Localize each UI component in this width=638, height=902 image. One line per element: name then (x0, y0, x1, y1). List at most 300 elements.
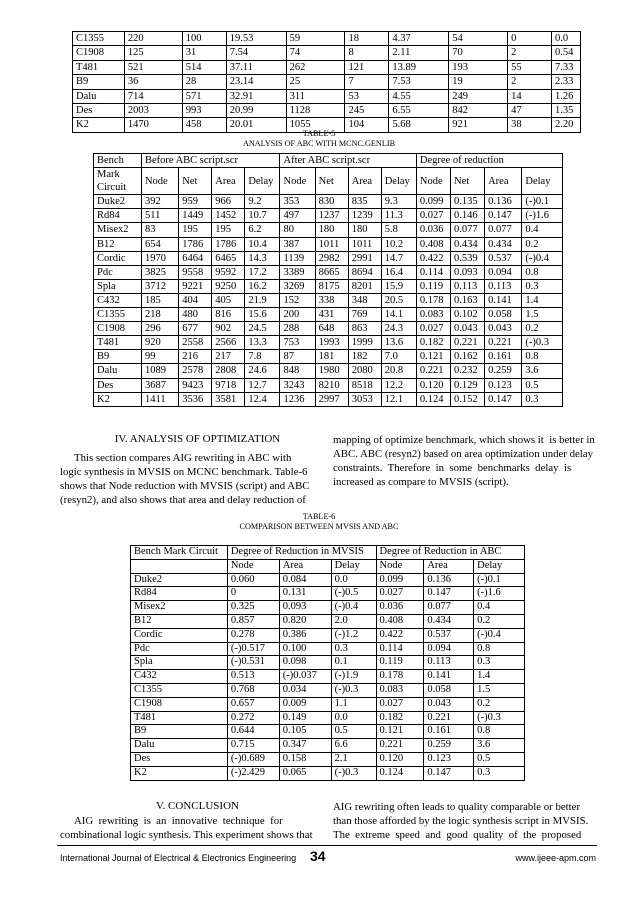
table-cell: 405 (212, 293, 245, 307)
table-cell: 216 (179, 350, 212, 364)
column-header: Area (348, 168, 381, 195)
table-cell: 0.434 (485, 237, 522, 251)
table-cell: 0 (508, 32, 552, 46)
table-cell: 842 (449, 104, 508, 118)
table-cell: 1.35 (551, 104, 580, 118)
table-row (131, 670, 525, 684)
text-line: shows that Node reduction with MVSIS (script) and ABC (60, 480, 310, 492)
table-cell: 0.221 (424, 711, 474, 725)
table-cell: 0.2 (522, 322, 563, 336)
table-cell: 8694 (348, 265, 381, 279)
table-cell: 311 (286, 89, 345, 103)
table-row (94, 364, 563, 378)
row-label: T481 (73, 60, 125, 74)
table-cell: 714 (124, 89, 182, 103)
table-cell: 6.55 (389, 104, 449, 118)
table-cell: 2.33 (551, 75, 580, 89)
table-cell: 0.093 (450, 265, 484, 279)
text-line: mapping of optimize benchmark, which shows it is better in (333, 434, 595, 446)
table-cell: 0.058 (424, 683, 474, 697)
table-cell: 959 (179, 195, 212, 209)
table-cell: 0.259 (485, 364, 522, 378)
table-row (131, 766, 525, 780)
table-cell: (-)0.3 (331, 766, 376, 780)
table-row (94, 237, 563, 251)
table-cell: 8518 (348, 378, 381, 392)
table-row (131, 642, 525, 656)
table-cell: (-)0.517 (227, 642, 279, 656)
table-cell: 55 (508, 60, 552, 74)
text-line: AIG rewriting often leads to quality comparable or better (333, 801, 581, 813)
table-cell: 1.1 (331, 697, 376, 711)
table-row (131, 725, 525, 739)
bench-mark-circuit-header: Bench Mark Circuit (131, 546, 228, 560)
table-cell: 0.347 (279, 739, 331, 753)
table-cell: 0.272 (227, 711, 279, 725)
table-cell: 387 (280, 237, 315, 251)
table-cell: (-)0.4 (474, 628, 525, 642)
table-row (94, 223, 563, 237)
table-row (131, 573, 525, 587)
table-cell: 0.161 (485, 350, 522, 364)
table-cell: 1237 (315, 209, 348, 223)
table-cell: 8201 (348, 279, 381, 293)
table-cell: 99 (141, 350, 178, 364)
table-cell: 0.124 (416, 392, 450, 406)
row-label: Rd84 (94, 209, 142, 223)
table-cell: 14 (508, 89, 552, 103)
table-cell: 353 (280, 195, 315, 209)
table-cell: 902 (212, 322, 245, 336)
table-cell: 80 (280, 223, 315, 237)
table-cell: 0.537 (424, 628, 474, 642)
table-cell: 1411 (141, 392, 178, 406)
table6-caption-title: COMPARISON BETWEEN MVSIS AND ABC (239, 522, 399, 531)
table-row (94, 350, 563, 364)
table-cell: 0.136 (424, 573, 474, 587)
table-row (73, 89, 581, 103)
table-cell: 1999 (348, 336, 381, 350)
table-cell: 0.027 (376, 587, 424, 601)
table-row (94, 392, 563, 406)
table-cell: (-)0.1 (474, 573, 525, 587)
text-line: The extreme speed and good quality of the proposed (333, 829, 582, 841)
table-cell: 0.163 (450, 293, 484, 307)
table-cell: 18 (345, 32, 389, 46)
table-row (73, 32, 581, 46)
footer-url: www.ijeee-apm.com (515, 853, 596, 863)
table-cell: 7.0 (381, 350, 416, 364)
table-top (72, 31, 581, 133)
table-cell: 0.5 (331, 725, 376, 739)
table-cell: 0.094 (485, 265, 522, 279)
row-label: C432 (94, 293, 142, 307)
table-cell: 70 (449, 46, 508, 60)
table-cell: 0.1 (331, 656, 376, 670)
row-label: T481 (94, 336, 142, 350)
table-cell: 511 (141, 209, 178, 223)
table-cell: 6465 (212, 251, 245, 265)
table-cell: 966 (212, 195, 245, 209)
table-cell: 2.11 (389, 46, 449, 60)
table-cell: 0.161 (424, 725, 474, 739)
text-line: (resyn2), and also shows that area and delay reduction of (60, 494, 306, 506)
table-cell: 1.5 (522, 308, 563, 322)
table-cell: 458 (182, 118, 226, 132)
table5-header-row (94, 154, 563, 168)
column-header: Node (416, 168, 450, 195)
table-cell: 0.077 (485, 223, 522, 237)
table-cell: 0.141 (424, 670, 474, 684)
mark-label: Mark (94, 168, 142, 182)
row-label: Dalu (94, 364, 142, 378)
row-label: C1355 (131, 683, 228, 697)
row-label: C1355 (73, 32, 125, 46)
group-before: Before ABC script.scr (141, 154, 280, 168)
row-label: Des (94, 378, 142, 392)
row-label: B12 (94, 237, 142, 251)
table-cell: 31 (182, 46, 226, 60)
table6 (130, 545, 525, 781)
row-label: K2 (94, 392, 142, 406)
row-label: B9 (131, 725, 228, 739)
text-line: than those afforded by the logic synthesis script in MVSIS. (333, 815, 589, 827)
table-cell: 753 (280, 336, 315, 350)
table-cell: 21.9 (245, 293, 280, 307)
table-cell: 200 (280, 308, 315, 322)
table-cell: (-)2.429 (227, 766, 279, 780)
table-cell: 0.221 (376, 739, 424, 753)
table-cell: 0.232 (450, 364, 484, 378)
table-cell: (-)1.6 (474, 587, 525, 601)
table5-caption-title: ANALYSIS OF ABC WITH MCNC.GENLIB (242, 139, 396, 148)
table-cell: 59 (286, 32, 345, 46)
table-row (131, 587, 525, 601)
table-cell: 1236 (280, 392, 315, 406)
table-cell: 2.1 (331, 752, 376, 766)
page-number: 34 (310, 848, 326, 864)
table-cell: 195 (179, 223, 212, 237)
table-cell: 296 (141, 322, 178, 336)
table-cell: 0.152 (450, 392, 484, 406)
table-cell: 0.136 (485, 195, 522, 209)
table-cell: 24.6 (245, 364, 280, 378)
row-label: K2 (131, 766, 228, 780)
table-cell: 15.9 (381, 279, 416, 293)
row-label: B9 (73, 75, 125, 89)
table-cell: 0.3 (522, 279, 563, 293)
table6-caption (0, 512, 638, 532)
table-cell: 23.14 (226, 75, 286, 89)
table-cell: 104 (345, 118, 389, 132)
table-cell: 10.7 (245, 209, 280, 223)
row-label: Pdc (94, 265, 142, 279)
table-cell: 13.6 (381, 336, 416, 350)
table-cell: 182 (348, 350, 381, 364)
table-cell: (-)0.3 (522, 336, 563, 350)
table-cell: 0.123 (485, 378, 522, 392)
table-cell: 993 (182, 104, 226, 118)
table-cell: 338 (315, 293, 348, 307)
table-cell: 1.26 (551, 89, 580, 103)
table-cell: 180 (348, 223, 381, 237)
row-label: Duke2 (131, 573, 228, 587)
bench-label: Bench (94, 154, 142, 168)
table-cell: 0.278 (227, 628, 279, 642)
table-cell: 217 (212, 350, 245, 364)
table-cell: 3.6 (474, 739, 525, 753)
row-label: Dalu (73, 89, 125, 103)
table-cell: 497 (280, 209, 315, 223)
table-cell: 0.147 (424, 766, 474, 780)
table-cell: 348 (348, 293, 381, 307)
table-cell: 2080 (348, 364, 381, 378)
table-cell: (-)0.5 (331, 587, 376, 601)
table-cell: 3536 (179, 392, 212, 406)
table-row (94, 195, 563, 209)
table-cell: 0.036 (376, 601, 424, 615)
table-cell: 14.3 (245, 251, 280, 265)
text-line: constraints. Therefore in some benchmarks delay is (333, 462, 572, 474)
table-cell: 249 (449, 89, 508, 103)
table6-header-row (131, 546, 525, 560)
row-label: K2 (73, 118, 125, 132)
table-cell: 0.124 (376, 766, 424, 780)
table-cell: 3053 (348, 392, 381, 406)
table-cell: 0.422 (416, 251, 450, 265)
table5-subheader-row (94, 168, 563, 182)
table-cell: 0.221 (416, 364, 450, 378)
table-cell: 2003 (124, 104, 182, 118)
text-line: logic synthesis in MVSIS on MCNC benchmark. Table-6 (60, 466, 308, 478)
table-cell: 0.259 (424, 739, 474, 753)
table-cell: 12.4 (245, 392, 280, 406)
table-cell: 0.147 (485, 209, 522, 223)
table-cell: (-)0.689 (227, 752, 279, 766)
table-cell: 1452 (212, 209, 245, 223)
group-mvsis: Degree of Reduction in MVSIS (227, 546, 376, 560)
table-cell: 9250 (212, 279, 245, 293)
table-cell: 654 (141, 237, 178, 251)
table-cell: (-)0.037 (279, 670, 331, 684)
table-cell: 3243 (280, 378, 315, 392)
table-row (131, 752, 525, 766)
table-cell: 1970 (141, 251, 178, 265)
table-cell: 19 (449, 75, 508, 89)
table-cell: 1089 (141, 364, 178, 378)
table-cell: 0.513 (227, 670, 279, 684)
table-cell: 0.178 (376, 670, 424, 684)
text-line: combinational logic synthesis. This experiment shows that (60, 829, 313, 841)
table-cell: 16.2 (245, 279, 280, 293)
group-abc: Degree of Reduction in ABC (376, 546, 524, 560)
column-header: Area (279, 559, 331, 573)
table-row (131, 628, 525, 642)
table-cell: 7.54 (226, 46, 286, 60)
table-cell: 36 (124, 75, 182, 89)
table-cell: 521 (124, 60, 182, 74)
table-row (131, 711, 525, 725)
table-cell: 152 (280, 293, 315, 307)
table-cell: 8210 (315, 378, 348, 392)
table-cell: 0.100 (279, 642, 331, 656)
table-cell: 7.33 (551, 60, 580, 74)
table-cell: 0.119 (416, 279, 450, 293)
table-cell: 1449 (179, 209, 212, 223)
table-cell: 38 (508, 118, 552, 132)
table-cell: 571 (182, 89, 226, 103)
column-header: Area (485, 168, 522, 195)
row-label: B12 (131, 614, 228, 628)
table-cell: 32.91 (226, 89, 286, 103)
column-header: Net (315, 168, 348, 195)
table-cell: 12.2 (381, 378, 416, 392)
table-cell: 0.434 (424, 614, 474, 628)
table-cell: 12.7 (245, 378, 280, 392)
table-cell: 13.89 (389, 60, 449, 74)
table-cell: 0.178 (416, 293, 450, 307)
table-cell: 4.55 (389, 89, 449, 103)
row-label: Pdc (131, 642, 228, 656)
table-cell: 0.3 (331, 642, 376, 656)
table-cell: 193 (449, 60, 508, 74)
text-line: increased as compare to MVSIS (script). (333, 476, 509, 488)
table-cell: 121 (345, 60, 389, 74)
table-row (94, 322, 563, 336)
table-cell: 83 (141, 223, 178, 237)
table-cell: (-)0.1 (522, 195, 563, 209)
section4-heading: IV. ANALYSIS OF OPTIMIZATION (114, 433, 281, 445)
table-cell: 20.99 (226, 104, 286, 118)
table-row (94, 209, 563, 223)
table-cell: 87 (280, 350, 315, 364)
table-cell: 9423 (179, 378, 212, 392)
table-row (94, 265, 563, 279)
table-cell: 3269 (280, 279, 315, 293)
table-cell: 3712 (141, 279, 178, 293)
table-row (94, 251, 563, 265)
table-cell: 10.4 (245, 237, 280, 251)
table-cell: 7.8 (245, 350, 280, 364)
table-cell: 0.0 (331, 711, 376, 725)
table-cell: 53 (345, 89, 389, 103)
row-label: Spla (131, 656, 228, 670)
table-cell: 0.715 (227, 739, 279, 753)
table-cell: 0.5 (474, 752, 525, 766)
table-cell: 4.37 (389, 32, 449, 46)
table-cell: 0.182 (416, 336, 450, 350)
table-cell: 0.434 (450, 237, 484, 251)
table-cell: 0.043 (450, 322, 484, 336)
table-cell: 8665 (315, 265, 348, 279)
table-cell: 0.114 (376, 642, 424, 656)
table-cell: 2566 (212, 336, 245, 350)
table-cell: 25 (286, 75, 345, 89)
table-cell: 0.0 (551, 32, 580, 46)
table-cell: 0.113 (424, 656, 474, 670)
table-cell: 218 (141, 308, 178, 322)
table-row (94, 336, 563, 350)
table-cell: 2.0 (331, 614, 376, 628)
table-cell: 0.077 (424, 601, 474, 615)
table-row (131, 697, 525, 711)
row-label: C1355 (94, 308, 142, 322)
table-cell: 16.4 (381, 265, 416, 279)
column-header: Node (280, 168, 315, 195)
table-cell: 28 (182, 75, 226, 89)
table-cell: 2 (508, 46, 552, 60)
table-cell: 1786 (179, 237, 212, 251)
table-cell: 0.3 (522, 392, 563, 406)
table-cell: 1011 (315, 237, 348, 251)
table-cell: (-)1.9 (331, 670, 376, 684)
table-cell: 5.68 (389, 118, 449, 132)
table-cell: 769 (348, 308, 381, 322)
row-label: B9 (94, 350, 142, 364)
row-label: Misex2 (131, 601, 228, 615)
table-cell: 20.01 (226, 118, 286, 132)
table-cell: 920 (141, 336, 178, 350)
table-cell: 0.146 (450, 209, 484, 223)
table-cell: 0.105 (279, 725, 331, 739)
row-label: Des (131, 752, 228, 766)
table-cell: 0.027 (416, 209, 450, 223)
table-cell: 8 (345, 46, 389, 60)
table-cell: 180 (315, 223, 348, 237)
table-cell: 0.119 (376, 656, 424, 670)
table-cell: 0.098 (279, 656, 331, 670)
table-cell: 0.408 (376, 614, 424, 628)
table-cell: 9.3 (381, 195, 416, 209)
table-cell: 0.54 (551, 46, 580, 60)
table-cell: 0.113 (450, 279, 484, 293)
table-cell: (-)0.4 (522, 251, 563, 265)
table-cell: 0.768 (227, 683, 279, 697)
table-cell: 480 (179, 308, 212, 322)
table-cell: 0 (227, 587, 279, 601)
text-line: AIG rewriting is an innovative technique for (74, 815, 283, 827)
empty-cell (131, 559, 228, 573)
table-cell: 1993 (315, 336, 348, 350)
table-cell: 0.182 (376, 711, 424, 725)
table-cell: 74 (286, 46, 345, 60)
table-cell: 2578 (179, 364, 212, 378)
table-cell: 3687 (141, 378, 178, 392)
row-label: C1908 (73, 46, 125, 60)
table-cell: 0.422 (376, 628, 424, 642)
table-cell: 125 (124, 46, 182, 60)
table-cell: 2808 (212, 364, 245, 378)
column-header: Delay (522, 168, 563, 195)
table-row (131, 683, 525, 697)
table-cell: 181 (315, 350, 348, 364)
table-cell: (-)0.3 (331, 683, 376, 697)
text-line: ABC. ABC (resyn2) based on area optimization under delay (333, 448, 593, 460)
table-cell: 0.2 (522, 237, 563, 251)
table-cell: 14.1 (381, 308, 416, 322)
column-header: Delay (245, 168, 280, 195)
table-cell: 15.6 (245, 308, 280, 322)
column-header: Node (141, 168, 178, 195)
table-cell: 0.131 (279, 587, 331, 601)
table-row (73, 60, 581, 74)
column-header: Delay (474, 559, 525, 573)
table-cell: 0.077 (450, 223, 484, 237)
table-cell: 24.5 (245, 322, 280, 336)
table-cell: (-)0.4 (331, 601, 376, 615)
table-cell: 0.123 (424, 752, 474, 766)
table-cell: 835 (348, 195, 381, 209)
